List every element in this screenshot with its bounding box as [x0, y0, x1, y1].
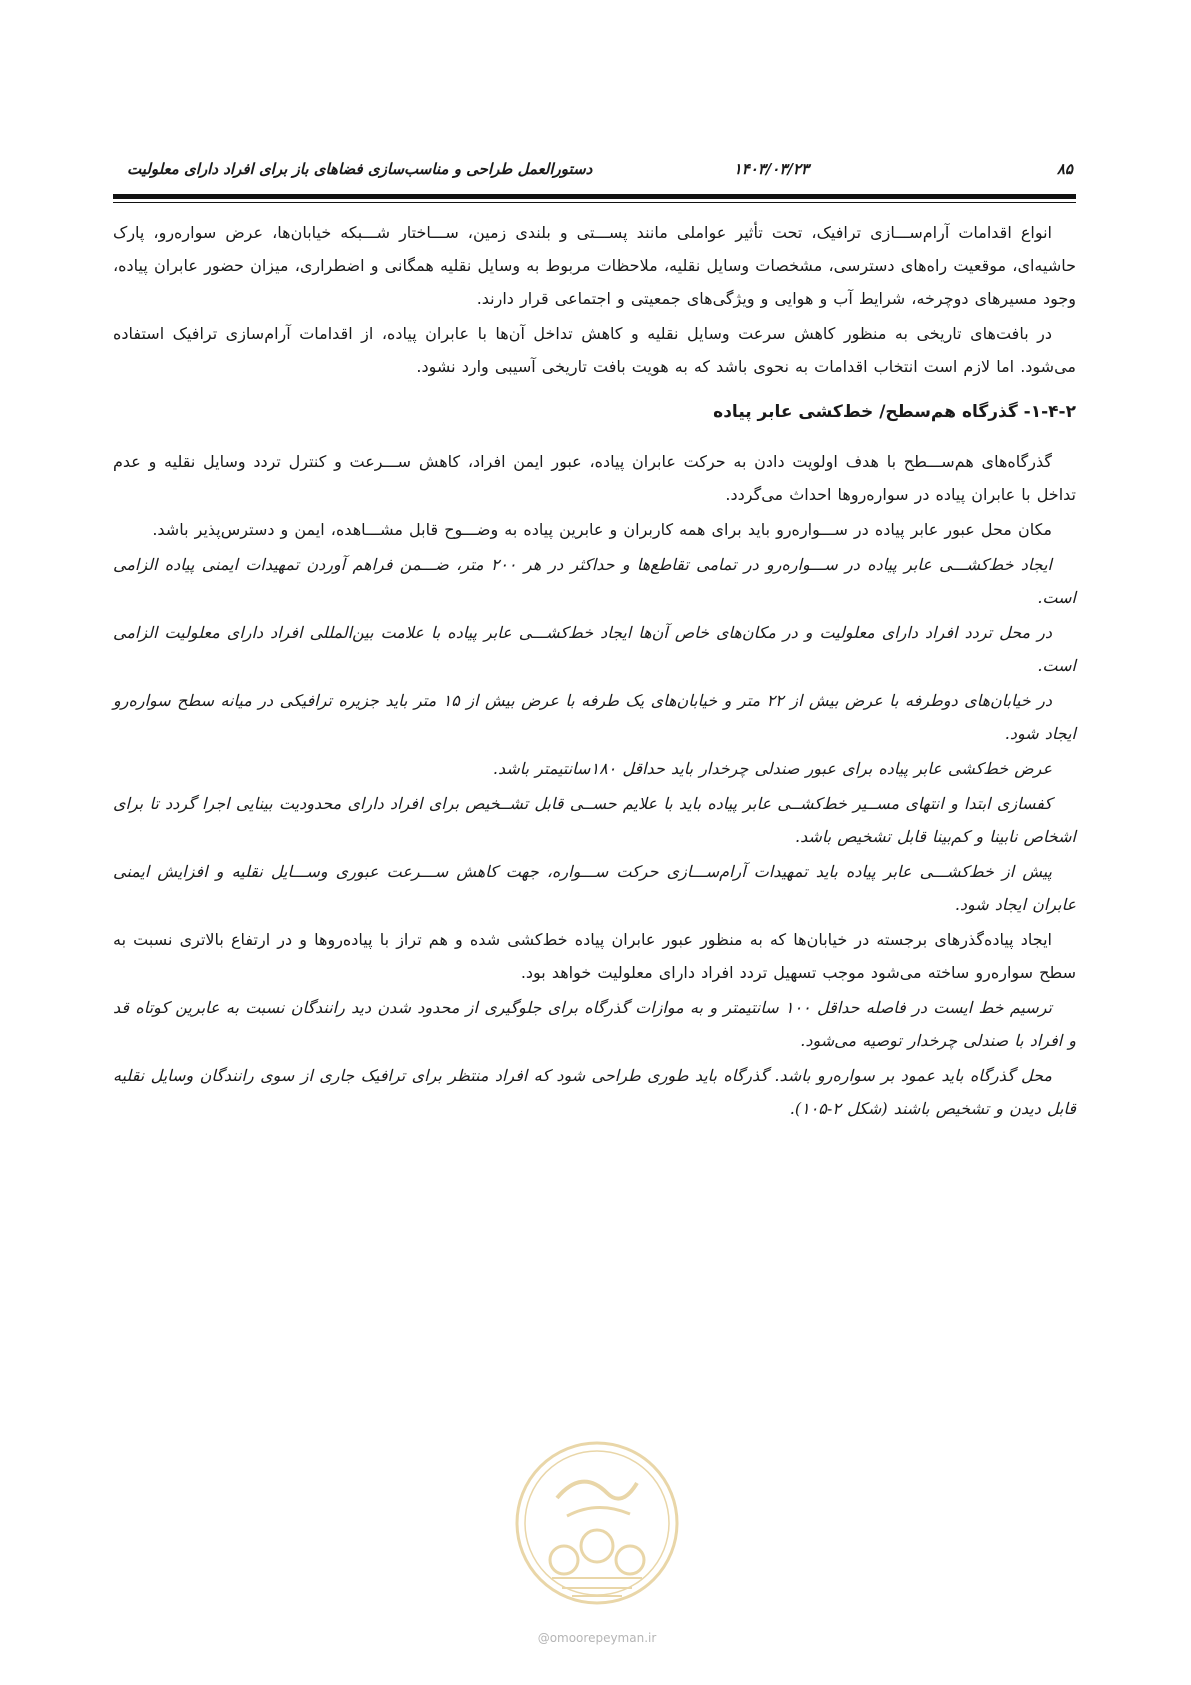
page-header: [117, 160, 1077, 184]
section-paragraph: پیش از خط‌کشـــی عابر پیاده باید تمهیدات آرام‌ســـازی حرکت ســـواره، جهت کاهش ســـرعت عبوری وســـایل نقلیه و افزایش ایمنی عابران ایجاد شود.: [113, 862, 1076, 914]
section-paragraph: ایجاد پیاده‌گذرهای برجسته در خیابان‌ها که به منظور عبور عابران پیاده خط‌کشی شده و هم تراز با پیاده‌روها و در ارتفاع بالاتری نسبت به سطح سواره‌رو ساخته می‌شود موجب تسهیل تردد افراد دارای معلولیت خواهد بود.: [113, 930, 1076, 982]
section-heading: ۱-۴-۲- گذرگاه هم‌سطح/ خط‌کشی عابر پیاده: [713, 402, 1076, 422]
section-paragraph: ترسیم خط ایست در فاصله حداقل ۱۰۰ سانتیمتر و به موازات گذرگاه برای جلوگیری از محدود شدن دید رانندگان نسبت به عابرین کوتاه قد و افراد با صندلی چرخدار توصیه می‌شود.: [113, 998, 1076, 1050]
watermark-logo-icon: [512, 1438, 682, 1608]
section-paragraph: در خیابان‌های دوطرفه با عرض بیش از ۲۲ متر و خیابان‌های یک طرفه با عرض بیش از ۱۵ متر باید جزیره ترافیکی در میانه سطح سواره‌رو ایجاد شود.: [113, 691, 1076, 743]
section-paragraph: کفسازی ابتدا و انتهای مســیر خط‌کشــی عابر پیاده باید با علایم حســی قابل تشــخیص برای افراد دارای محدودیت بینایی اجرا گردد تا برای اشخاص نابینا و کم‌بینا قابل تشخیص باشد.: [113, 794, 1076, 846]
page-number: ۸۵: [1056, 160, 1073, 178]
header-rule-thin: [113, 202, 1076, 203]
section-paragraph: گذرگاه‌های هم‌ســـطح با هدف اولویت دادن به حرکت عابران پیاده، عبور ایمن افراد، کاهش ســـرعت و کنترل تردد وسایل نقلیه و عدم تداخل با عابران پیاده در سواره‌روها احداث می‌گردد.: [113, 452, 1076, 504]
intro-paragraph-1: انواع اقدامات آرام‌ســـازی ترافیک، تحت تأثیر عواملی مانند پســـتی و بلندی زمین، ســـاختار شـــبکه خیابان‌ها، عرض سواره‌رو، پارک حاشیه‌ای، موقعیت راه‌های دسترسی، مشخصات وسایل نقلیه، ملاحظات مربوط به وسایل نقلیه همگانی و اضطراری، میزان حضور عابران پیاده، وجود مسیرهای دوچرخه، شرایط آب و هوایی و ویژگی‌های جمعیتی و اجتماعی قرار دارند.: [113, 223, 1076, 308]
section-paragraph: ایجاد خط‌کشـــی عابر پیاده در ســـواره‌رو در تمامی تقاطع‌ها و حداکثر در هر ۲۰۰ متر، ضـــمن فراهم آوردن تمهیدات ایمنی پیاده الزامی است.: [113, 555, 1076, 607]
section-paragraph: عرض خط‌کشی عابر پیاده برای عبور صندلی چرخدار باید حداقل ۱۸۰سانتیمتر باشد.: [492, 759, 1052, 778]
intro-paragraph-2: در بافت‌های تاریخی به منظور کاهش سرعت وسایل نقلیه و کاهش تداخل آن‌ها با عابران پیاده، از اقدامات آرام‌سازی ترافیک استفاده می‌شود. اما لازم است انتخاب اقدامات به نحوی باشد که به هویت بافت تاریخی آسیبی وارد نشود.: [113, 324, 1076, 376]
header-date: ۱۴۰۳/۰۳/۲۳: [733, 160, 809, 178]
header-rule-thick: [113, 194, 1076, 199]
section-paragraph: محل گذرگاه باید عمود بر سواره‌رو باشد. گذرگاه باید طوری طراحی شود که افراد منتظر برای ترافیک جاری از سوی رانندگان وسایل نقلیه قابل دیدن و تشخیص باشند (شکل ۲-۱۰۵).: [113, 1066, 1076, 1118]
section-paragraph: مکان محل عبور عابر پیاده در ســـواره‌رو باید برای همه کاربران و عابرین پیاده به وضـــوح قابل مشـــاهده، ایمن و دسترس‌پذیر باشد.: [152, 520, 1052, 539]
header-title: دستورالعمل طراحی و مناسب‌سازی فضاهای باز برای افراد دارای معلولیت: [127, 160, 593, 178]
section-paragraph: در محل تردد افراد دارای معلولیت و در مکان‌های خاص آن‌ها ایجاد خط‌کشـــی عابر پیاده با علامت بین‌المللی افراد دارای معلولیت الزامی است.: [113, 623, 1076, 675]
watermark-url: @omoorepeyman.ir: [537, 1631, 657, 1645]
body-content: [113, 216, 1076, 1127]
